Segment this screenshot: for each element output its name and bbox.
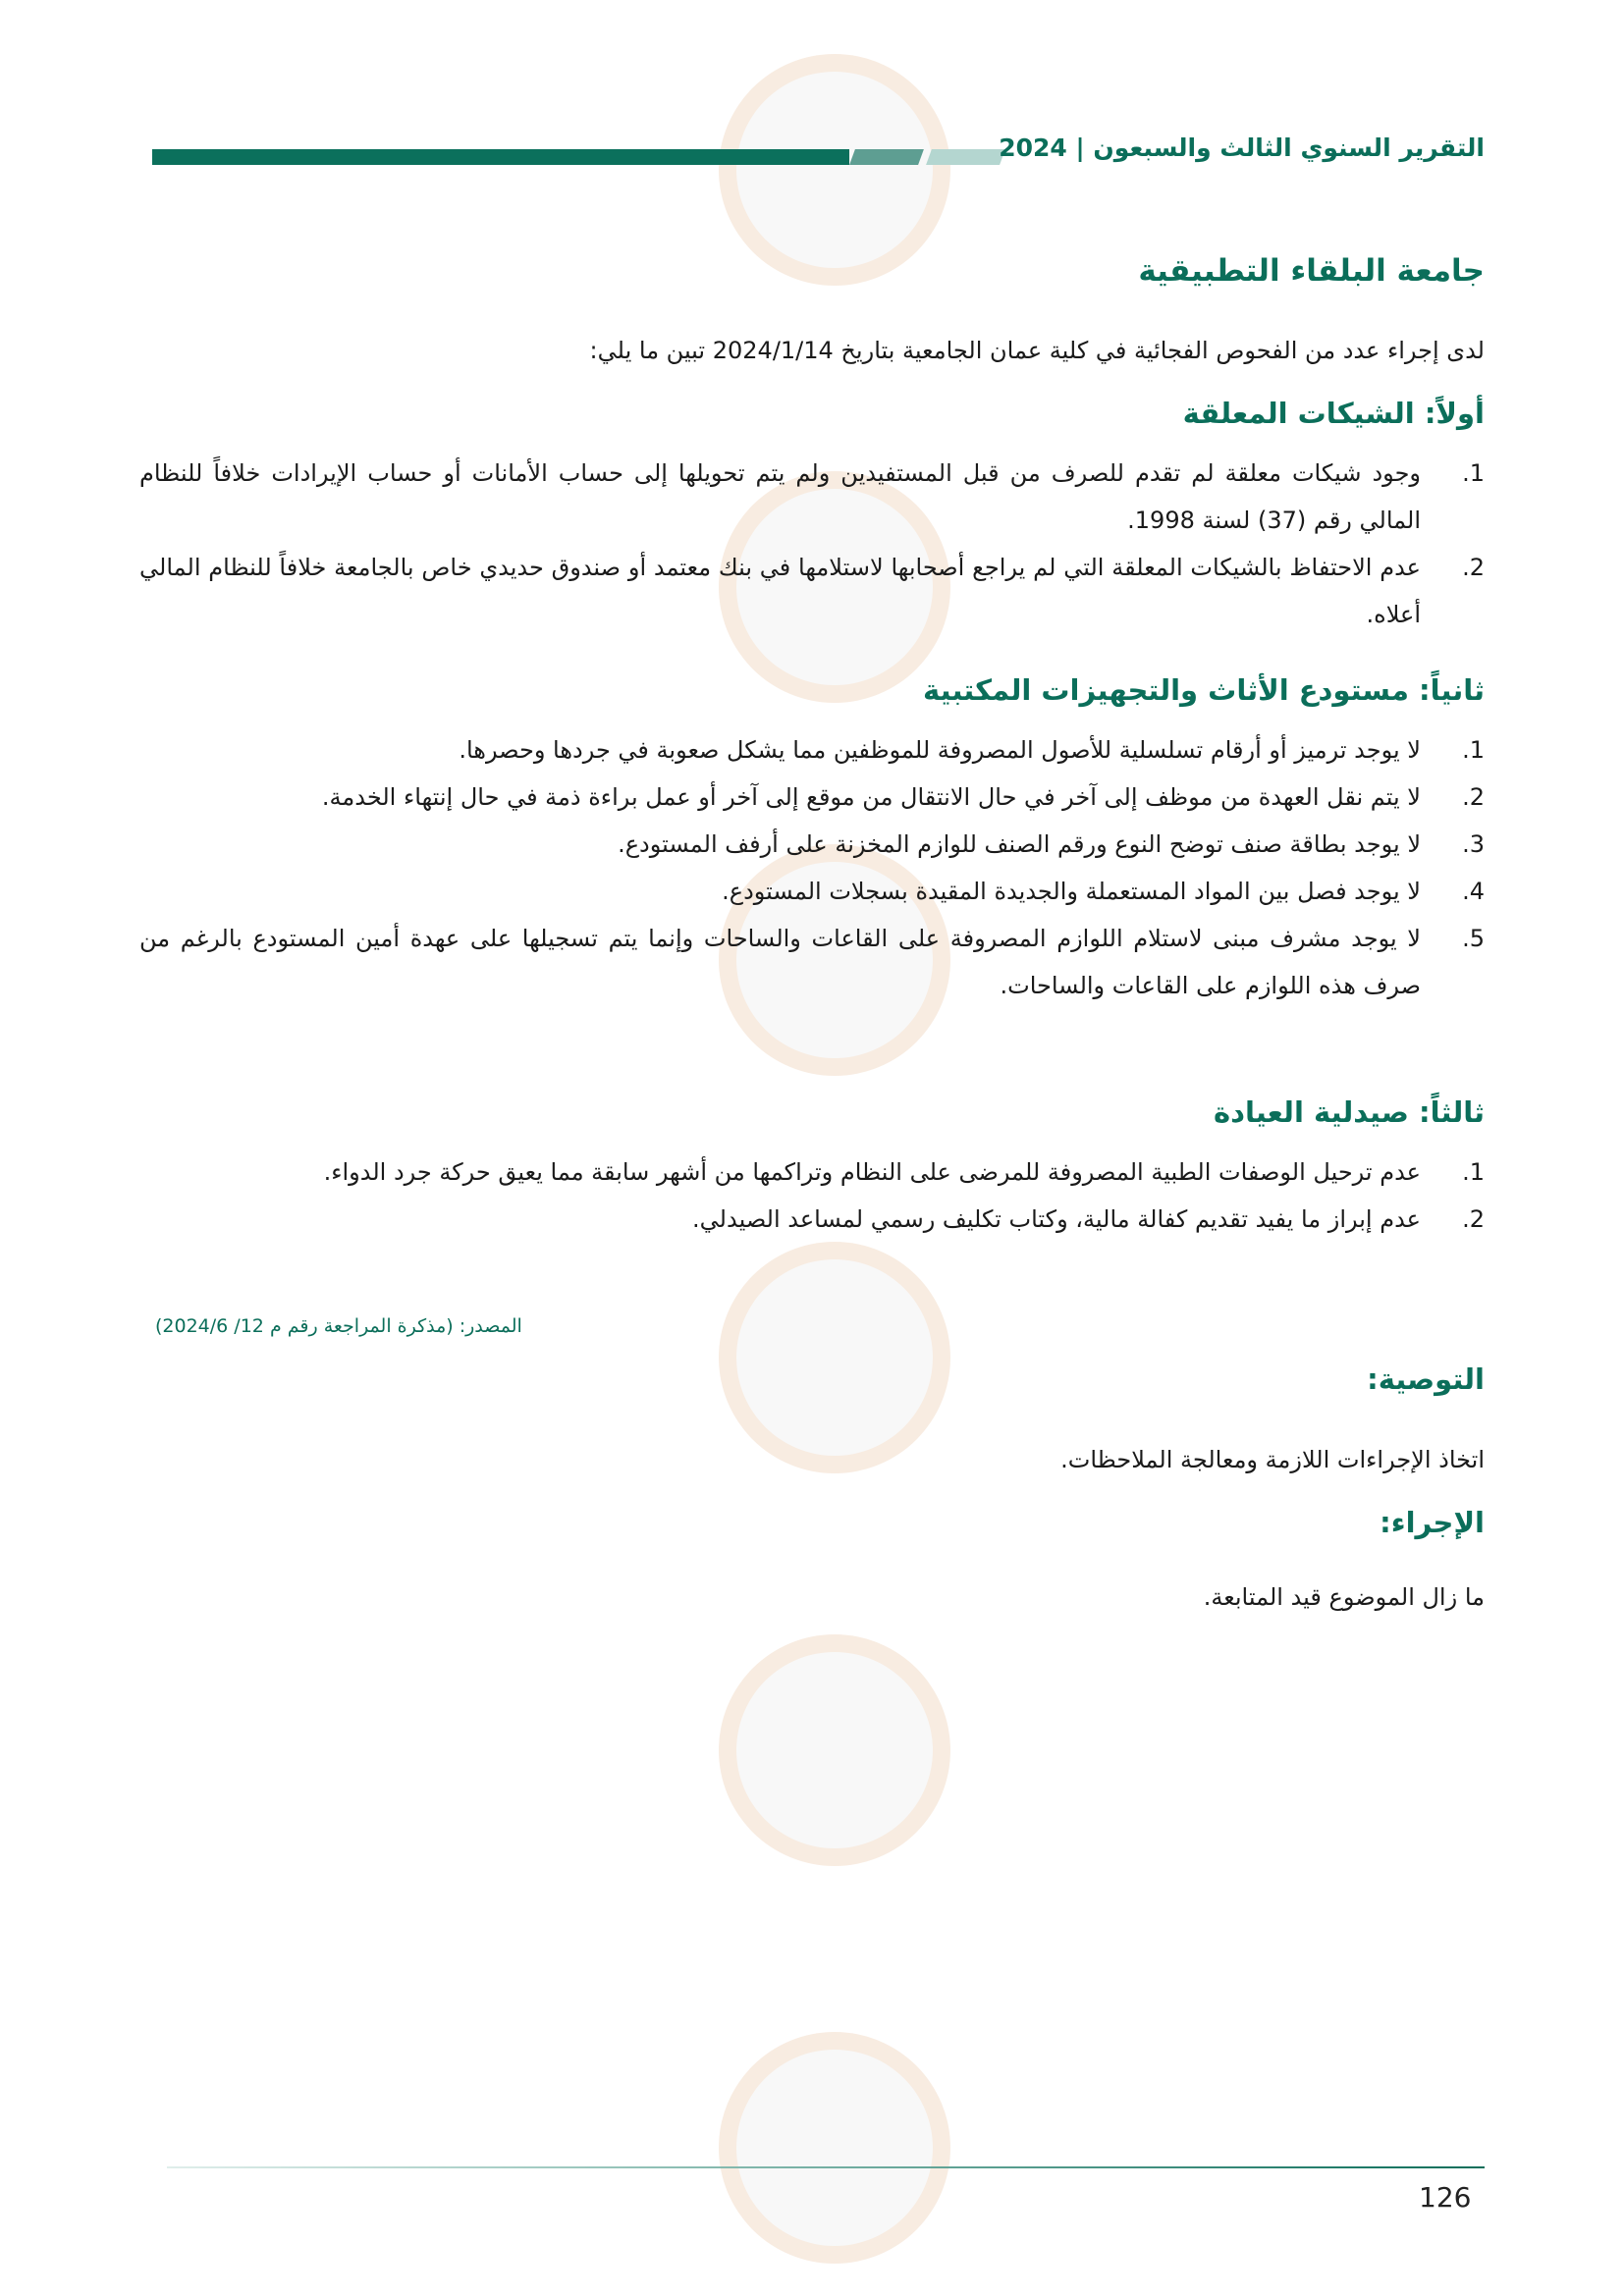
section-heading: ثانياً: مستودع الأثاث والتجهيزات المكتبية [923,673,1485,707]
list-item [139,726,1485,774]
item-text: لا يوجد بطاقة صنف توضح النوع ورقم الصنف للوازم المخزنة على أرفف المستودع. [618,830,1421,858]
page-number: 126 [1419,2181,1472,2214]
procedure-text: ما زال الموضوع قيد المتابعة. [1203,1583,1485,1611]
item-text: عدم ترحيل الوصفات الطبية المصروفة للمرضى على النظام وتراكمها من أشهر سابقة مما يعيق حركة جرد الدواء. [323,1158,1421,1186]
item-text: لا يتم نقل العهدة من موظف إلى آخر في حال الانتقال من موقع إلى آخر أو عمل براءة ذمة في حال إنتهاء الخدمة. [321,783,1421,811]
item-number: 3. [1462,830,1485,858]
list-item [139,915,1485,1009]
procedure-heading: الإجراء: [1380,1506,1485,1539]
list-item [139,544,1485,638]
recommendation-heading: التوصية: [1367,1362,1485,1396]
section-2 [139,673,1485,1009]
source-note: المصدر: (مذكرة المراجعة رقم م 12/ 2024/6) [155,1315,522,1337]
item-text: لا يوجد فصل بين المواد المستعملة والجديدة المقيدة بسجلات المستودع. [722,878,1421,905]
header-bar-segment [849,149,924,165]
item-text: وجود شيكات معلقة لم تقدم للصرف من قبل المستفيدين ولم يتم تحويلها إلى حساب الأمانات أو حساب الإيرادات خلافاً للنظام المالي رقم (37) لسنة 1998. [139,459,1421,534]
item-number: 2. [1462,554,1485,581]
watermark-clock-icon [719,2032,950,2264]
item-text: لا يوجد ترميز أو أرقام تسلسلية للأصول المصروفة للموظفين مما يشكل صعوبة في جردها وحصرها. [459,736,1421,764]
section-3 [139,1095,1485,1243]
item-number: 2. [1462,1205,1485,1233]
list-item [139,821,1485,868]
item-number: 1. [1462,1158,1485,1186]
item-number: 1. [1462,459,1485,487]
list-item [139,1196,1485,1243]
item-number: 1. [1462,736,1485,764]
item-text: عدم الاحتفاظ بالشيكات المعلقة التي لم يراجع أصحابها لاستلامها في بنك معتمد أو صندوق حديدي خاص بالجامعة خلافاً للنظام المالي أعلاه. [139,554,1421,628]
item-number: 5. [1462,925,1485,952]
footer-divider [167,2166,1485,2168]
list-item [139,1148,1485,1196]
item-number: 2. [1462,783,1485,811]
list-item [139,450,1485,544]
recommendation-text: اتخاذ الإجراءات اللازمة ومعالجة الملاحظات. [1060,1446,1485,1473]
item-text: عدم إبراز ما يفيد تقديم كفالة مالية، وكتاب تكليف رسمي لمساعد الصيدلي. [692,1205,1421,1233]
page-title [139,253,1485,289]
watermark-clock-icon [719,54,950,286]
intro-paragraph: لدى إجراء عدد من الفحوص الفجائية في كلية عمان الجامعية بتاريخ 2024/1/14 تبين ما يلي: [589,337,1485,364]
list-item [139,868,1485,915]
item-text: لا يوجد مشرف مبنى لاستلام اللوازم المصروفة على القاعات والساحات وإنما يتم تسجيلها على عهدة أمين المستودع بالرغم من صرف هذه اللوازم على القاعات والساحات. [139,925,1421,999]
section-heading: أولاً: الشيكات المعلقة [1182,397,1485,430]
section-heading: ثالثاً: صيدلية العيادة [1213,1095,1485,1129]
list-item [139,774,1485,821]
watermark-clock-icon [719,1634,950,1866]
item-number: 4. [1462,878,1485,905]
header-bar [152,149,849,165]
header-bar-segment [926,149,1005,165]
report-header-title: التقرير السنوي الثالث والسبعون | 2024 [999,133,1485,162]
section-1 [139,397,1485,638]
title-text: جامعة البلقاء التطبيقية [1138,253,1485,289]
